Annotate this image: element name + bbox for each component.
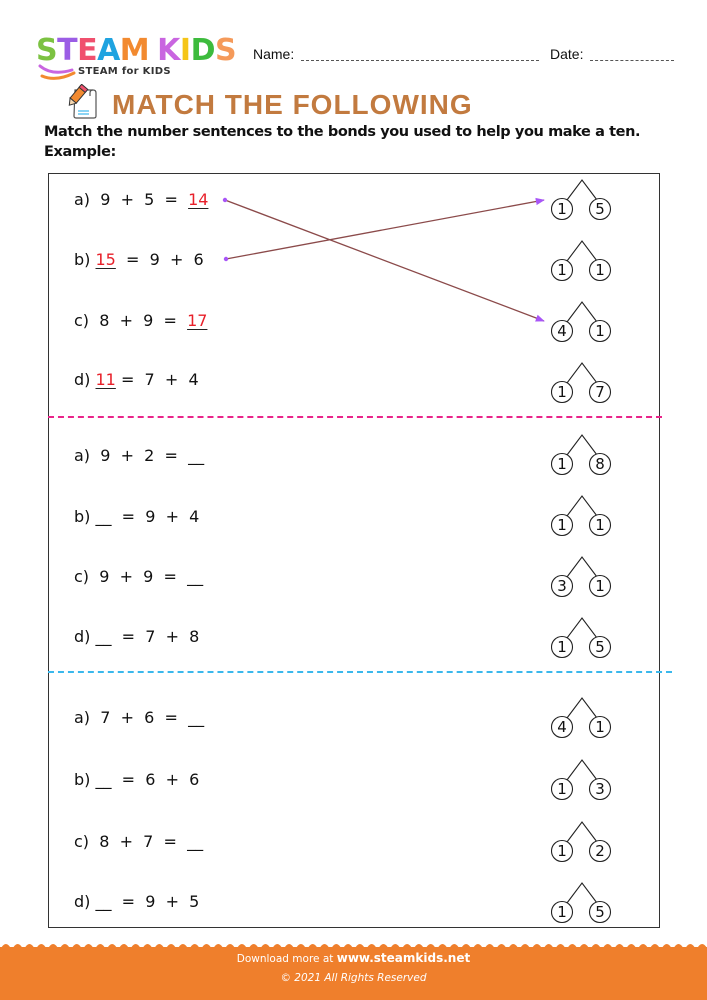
sentence-text: 9 + 5 = bbox=[90, 190, 189, 209]
number-sentence-3-b bbox=[74, 770, 199, 790]
sentence-text[interactable]: 9 + 2 = __ bbox=[90, 446, 205, 465]
sentence-text[interactable]: 9 + 9 = __ bbox=[89, 567, 204, 586]
bond-part: 1 bbox=[557, 780, 567, 798]
answer-value: 11 bbox=[95, 370, 116, 389]
sentence-text[interactable]: __ = 9 + 4 bbox=[90, 507, 200, 526]
page-title: MATCH THE FOLLOWING bbox=[112, 89, 473, 120]
bond-part: 1 bbox=[595, 718, 605, 736]
number-bond[interactable] bbox=[551, 174, 617, 224]
number-bond[interactable] bbox=[551, 692, 617, 742]
bond-part: 1 bbox=[595, 261, 605, 279]
bond-part: 1 bbox=[595, 577, 605, 595]
number-bond[interactable] bbox=[551, 754, 617, 804]
steam-kids-logo bbox=[36, 34, 236, 80]
number-sentence-1-d bbox=[74, 370, 199, 390]
footer-copyright: © 2021 All Rights Reserved bbox=[280, 972, 427, 984]
bond-part: 1 bbox=[557, 455, 567, 473]
item-label: a) bbox=[74, 190, 91, 209]
number-sentence-2-c bbox=[74, 567, 203, 587]
item-label: a) bbox=[74, 708, 91, 727]
logo-letter: M bbox=[119, 33, 150, 68]
bond-part: 5 bbox=[595, 903, 605, 921]
number-sentence-2-b bbox=[74, 507, 199, 527]
logo-letter: S bbox=[214, 33, 237, 68]
number-sentence-1-c bbox=[74, 311, 207, 331]
item-label: d) bbox=[74, 892, 91, 911]
number-bond[interactable] bbox=[551, 877, 617, 927]
bond-part: 1 bbox=[557, 842, 567, 860]
bond-part: 4 bbox=[557, 718, 567, 736]
bond-part: 1 bbox=[557, 261, 567, 279]
answer-value: 14 bbox=[188, 190, 209, 209]
bond-part: 1 bbox=[557, 383, 567, 401]
sentence-text: 8 + 9 = bbox=[89, 311, 188, 330]
bond-part: 2 bbox=[595, 842, 605, 860]
logo-letter: T bbox=[57, 33, 78, 68]
name-label: Name: bbox=[253, 46, 295, 62]
answer-value: 17 bbox=[187, 311, 208, 330]
bond-part: 8 bbox=[595, 455, 605, 473]
footer-download bbox=[0, 951, 707, 965]
sentence-text[interactable]: __ = 7 + 8 bbox=[90, 627, 200, 646]
example-label: Example: bbox=[44, 144, 116, 160]
bond-part: 5 bbox=[595, 638, 605, 656]
number-bond[interactable] bbox=[551, 429, 617, 479]
item-label: d) bbox=[74, 370, 91, 389]
section-divider-blue bbox=[48, 671, 672, 673]
sentence-text: = 9 + 6 bbox=[115, 250, 204, 269]
logo-swoosh-icon bbox=[38, 64, 78, 82]
bond-part: 1 bbox=[557, 200, 567, 218]
bond-part: 7 bbox=[595, 383, 605, 401]
section-divider-pink bbox=[48, 416, 662, 418]
sentence-text: = 7 + 4 bbox=[115, 370, 199, 389]
number-sentence-3-d bbox=[74, 892, 199, 912]
item-label: b) bbox=[74, 770, 91, 789]
item-label: b) bbox=[74, 250, 91, 269]
logo-wordmark bbox=[36, 34, 236, 68]
footer-site-link[interactable]: www.steamkids.net bbox=[336, 951, 471, 965]
number-bond[interactable] bbox=[551, 357, 617, 407]
sentence-text[interactable]: 7 + 6 = __ bbox=[90, 708, 205, 727]
logo-letter: I bbox=[179, 33, 191, 68]
item-label: b) bbox=[74, 507, 91, 526]
sentence-text[interactable]: __ = 6 + 6 bbox=[90, 770, 200, 789]
logo-letter: K bbox=[157, 33, 180, 68]
logo-letter: A bbox=[97, 33, 120, 68]
item-label: c) bbox=[74, 567, 90, 586]
item-label: c) bbox=[74, 832, 90, 851]
bond-part: 4 bbox=[557, 322, 567, 340]
date-label: Date: bbox=[550, 46, 584, 62]
bond-part: 1 bbox=[557, 638, 567, 656]
number-sentence-3-c bbox=[74, 832, 203, 852]
sentence-text[interactable]: 8 + 7 = __ bbox=[89, 832, 204, 851]
bond-part: 3 bbox=[557, 577, 567, 595]
bond-part: 1 bbox=[595, 516, 605, 534]
answer-value: 15 bbox=[95, 250, 116, 269]
number-sentence-2-a bbox=[74, 446, 204, 466]
footer-download-prefix: Download more at bbox=[236, 953, 337, 965]
item-label: c) bbox=[74, 311, 90, 330]
number-bond[interactable] bbox=[551, 296, 617, 346]
instructions bbox=[44, 122, 640, 162]
item-label: d) bbox=[74, 627, 91, 646]
number-bond[interactable] bbox=[551, 551, 617, 601]
number-sentence-1-b bbox=[74, 250, 204, 270]
pencil-paper-icon bbox=[67, 84, 99, 120]
date-field[interactable] bbox=[590, 60, 674, 61]
bond-part: 3 bbox=[595, 780, 605, 798]
number-bond[interactable] bbox=[551, 490, 617, 540]
number-sentence-1-a bbox=[74, 190, 208, 210]
number-bond[interactable] bbox=[551, 235, 617, 285]
logo-tagline: STEAM for KIDS bbox=[78, 66, 171, 77]
logo-letter: S bbox=[36, 33, 58, 68]
bond-part: 1 bbox=[557, 903, 567, 921]
number-sentence-3-a bbox=[74, 708, 204, 728]
number-bond[interactable] bbox=[551, 612, 617, 662]
item-label: a) bbox=[74, 446, 91, 465]
bond-part: 1 bbox=[595, 322, 605, 340]
logo-letter: D bbox=[190, 33, 215, 68]
bond-part: 1 bbox=[557, 516, 567, 534]
number-sentence-2-d bbox=[74, 627, 199, 647]
instruction-text: Match the number sentences to the bonds you used to help you make a ten. bbox=[44, 124, 641, 140]
name-field[interactable] bbox=[301, 60, 539, 61]
sentence-text[interactable]: __ = 9 + 5 bbox=[90, 892, 200, 911]
bond-part: 5 bbox=[595, 200, 605, 218]
number-bond[interactable] bbox=[551, 816, 617, 866]
logo-letter: E bbox=[77, 33, 98, 68]
